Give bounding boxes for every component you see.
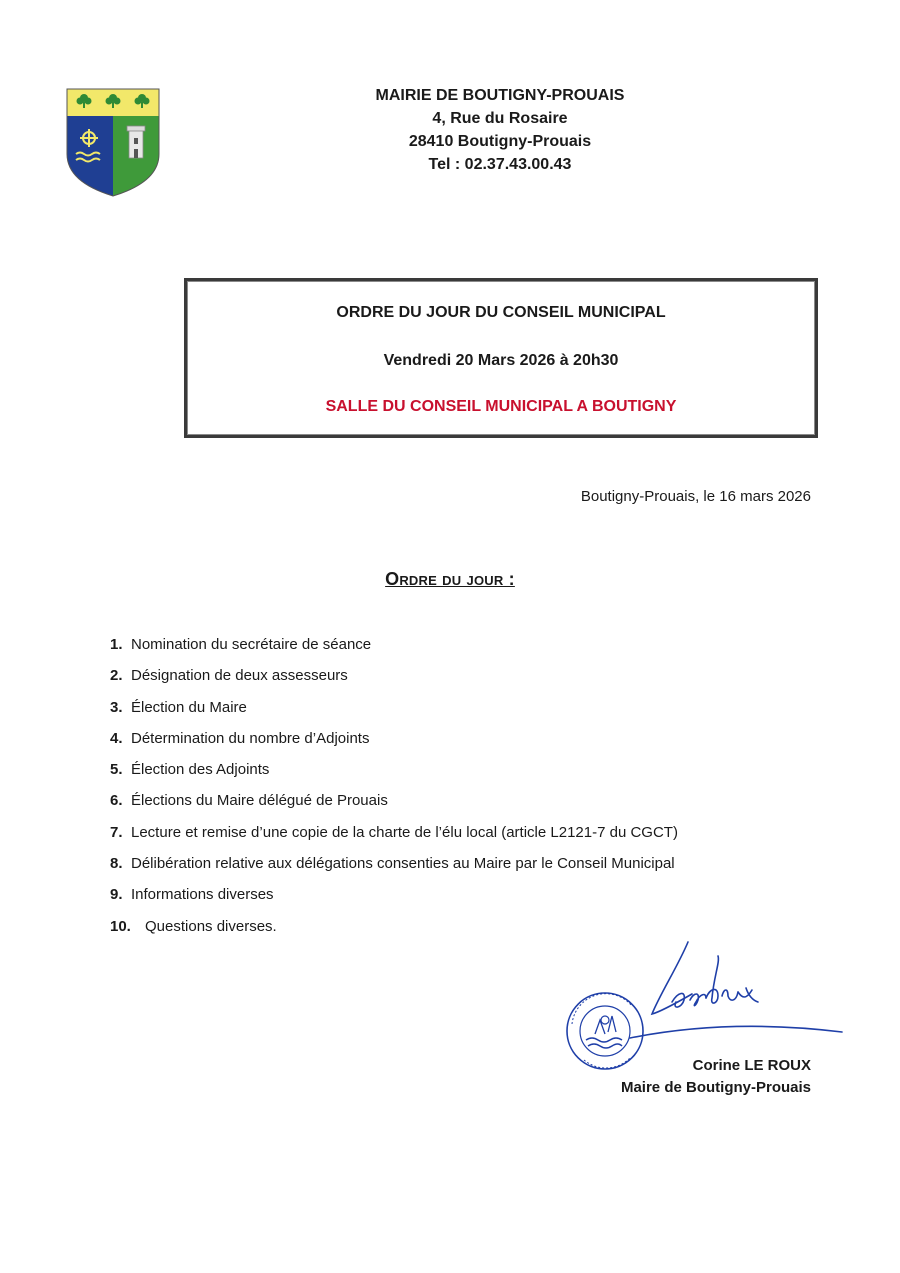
signer-block	[621, 1055, 811, 1099]
list-item	[110, 886, 830, 917]
item-text: Nomination du secrétaire de séance	[131, 636, 372, 653]
list-item	[110, 699, 830, 730]
list-item	[110, 792, 830, 823]
item-text: Informations diverses	[131, 886, 274, 904]
item-text: Délibération relative aux délégations consenties au Maire par le Conseil Municipal	[131, 855, 675, 873]
place-date: Boutigny-Prouais, le 16 mars 2026	[580, 488, 811, 505]
item-number: 4.	[110, 729, 123, 747]
signer-name: Corine LE ROUX	[692, 1057, 811, 1074]
item-number: 8.	[110, 855, 123, 873]
item-text: Élection du Maire	[131, 698, 247, 716]
item-number: 5.	[110, 761, 123, 779]
meeting-venue: SALLE DU CONSEIL MUNICIPAL A BOUTIGNY	[325, 398, 677, 415]
item-text: Lecture et remise d’une copie de la charte de l’élu local (article L2121-7 du CGCT)	[131, 823, 678, 841]
list-item	[110, 761, 830, 792]
item-text: Désignation de deux assesseurs	[131, 667, 348, 685]
list-item	[110, 730, 830, 761]
item-number: 10.	[110, 917, 131, 935]
coat-of-arms-logo	[64, 86, 162, 198]
agenda-list	[110, 636, 830, 949]
meeting-title: ORDRE DU JOUR DU CONSEIL MUNICIPAL	[336, 304, 666, 321]
header-address	[300, 84, 700, 176]
item-text: Questions diverses.	[145, 917, 277, 935]
list-item	[110, 636, 830, 667]
item-number: 3.	[110, 698, 123, 716]
item-number: 1.	[110, 636, 123, 653]
agenda-heading: Ordre du jour :	[385, 569, 515, 589]
item-number: 6.	[110, 792, 123, 810]
item-number: 9.	[110, 886, 123, 904]
mairie-name: MAIRIE DE BOUTIGNY-PROUAIS	[375, 87, 625, 104]
signer-role: Maire de Boutigny-Prouais	[620, 1079, 811, 1096]
list-item	[110, 855, 830, 886]
item-text: Élections du Maire délégué de Prouais	[131, 792, 388, 810]
phone-number: Tel : 02.37.43.00.43	[428, 156, 572, 173]
street-address: 4, Rue du Rosaire	[432, 110, 568, 127]
item-number: 2.	[110, 667, 123, 685]
handwritten-signature	[630, 942, 842, 1038]
item-number: 7.	[110, 823, 123, 841]
item-text: Élection des Adjoints	[131, 761, 270, 779]
list-item	[110, 667, 830, 698]
city-address: 28410 Boutigny-Prouais	[408, 133, 592, 150]
meeting-datetime: Vendredi 20 Mars 2026 à 20h30	[383, 352, 619, 369]
list-item	[110, 824, 830, 855]
item-text: Détermination du nombre d’Adjoints	[131, 729, 370, 747]
